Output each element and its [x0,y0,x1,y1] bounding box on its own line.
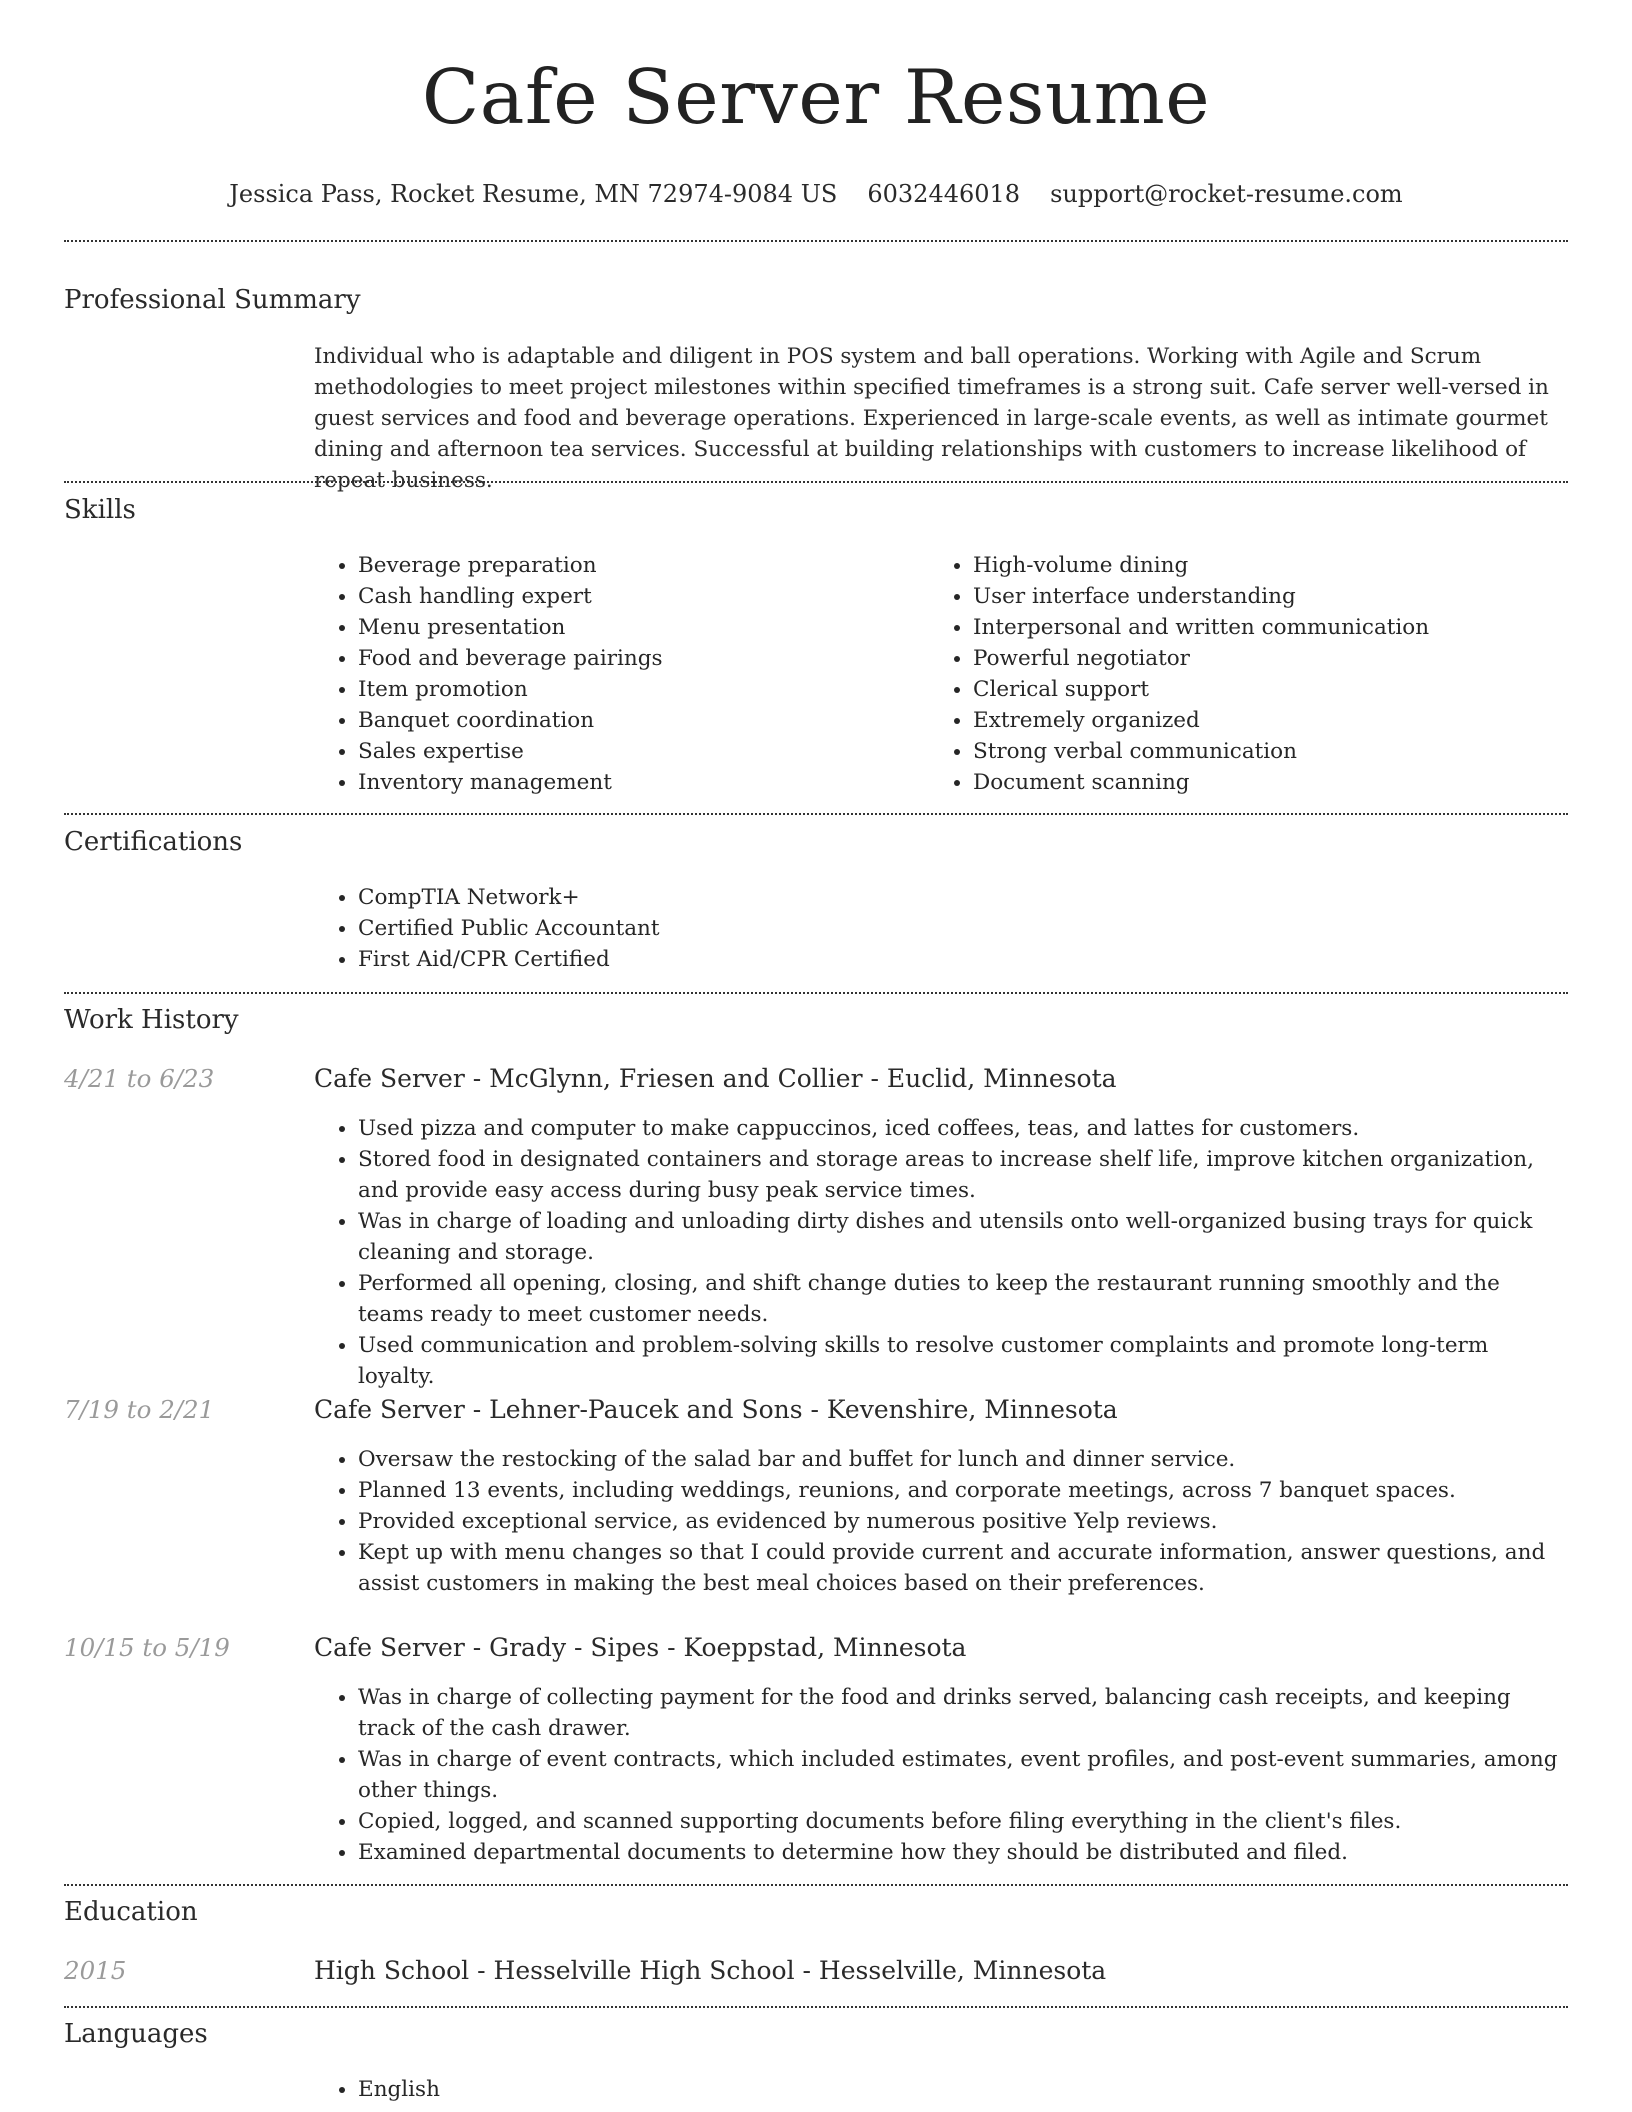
education-heading: Education [64,1897,198,1927]
skills-right-list [929,550,1568,798]
certifications-heading: Certifications [64,827,243,857]
section-divider [64,992,1568,994]
job-title: Cafe Server - Grady - Sipes - Koeppstad, Minnesota [314,1633,967,1662]
contact-address: Jessica Pass, Rocket Resume, MN 72974-9084 US [229,180,838,208]
skill-item: • Banquet coordination [358,705,914,736]
skill-item: • Menu presentation [358,612,914,643]
job-bullet: • Performed all opening, closing, and shift change duties to keep the restaurant running smoothly and the teams ready to meet customer needs. [358,1268,1568,1330]
skill-item: • Strong verbal communication [973,736,1568,767]
job-bullet: • Was in charge of event contracts, which included estimates, event profiles, and post-event summaries, among other things. [358,1744,1568,1806]
job-dates: 7/19 to 2/21 [64,1395,215,1424]
section-divider [64,240,1568,242]
job-bullet: • Used pizza and computer to make cappuccinos, iced coffees, teas, and lattes for customers. [358,1113,1568,1144]
skill-item: • Extremely organized [973,705,1568,736]
summary-heading: Professional Summary [64,285,361,315]
skill-item: • Beverage preparation [358,550,914,581]
job-bullet: • Was in charge of loading and unloading dirty dishes and utensils onto well-organized busing trays for quick cleaning and storage. [358,1206,1568,1268]
certifications-list [314,882,1568,975]
skill-item: • Item promotion [358,674,914,705]
resume-title: Cafe Server Resume [421,53,1211,141]
job-bullet: • Examined departmental documents to determine how they should be distributed and filed. [358,1837,1568,1868]
skills-heading: Skills [64,495,136,525]
resume-page [64,0,1568,2102]
job-bullets [314,1113,1568,1392]
certification-item: • Certified Public Accountant [358,913,1568,944]
work-history-heading: Work History [64,1005,239,1035]
skill-item: • Cash handling expert [358,581,914,612]
education-entry: High School - Hesselville High School - Hesselville, Minnesota [314,1956,1107,1985]
job-bullet: • Provided exceptional service, as evidenced by numerous positive Yelp reviews. [358,1506,1568,1537]
section-divider [64,1884,1568,1886]
languages-heading: Languages [64,2019,208,2049]
certification-item: • First Aid/CPR Certified [358,944,1568,975]
job-bullet: • Planned 13 events, including weddings, reunions, and corporate meetings, across 7 banquet spaces. [358,1475,1568,1506]
job-bullet: • Kept up with menu changes so that I could provide current and accurate information, answer questions, and assist customers in making the best meal choices based on their preferences. [358,1537,1568,1599]
job-bullet: • Oversaw the restocking of the salad bar and buffet for lunch and dinner service. [358,1444,1568,1475]
job-dates: 10/15 to 5/19 [64,1633,230,1662]
job-title: Cafe Server - Lehner-Paucek and Sons - Kevenshire, Minnesota [314,1395,1118,1424]
skill-item: • High-volume dining [973,550,1568,581]
section-divider [64,481,1568,483]
skill-item: • Powerful negotiator [973,643,1568,674]
job-bullet: • Stored food in designated containers and storage areas to increase shelf life, improve kitchen organization, and provide easy access during busy peak service times. [358,1144,1568,1206]
skills-left-list [314,550,914,798]
skill-item: • Interpersonal and written communication [973,612,1568,643]
skill-item: • Food and beverage pairings [358,643,914,674]
job-bullets [314,1444,1568,1599]
certification-item: • CompTIA Network+ [358,882,1568,913]
job-bullet: • Copied, logged, and scanned supporting documents before filing everything in the client's files. [358,1806,1568,1837]
languages-list [314,2074,1568,2105]
contact-phone: 6032446018 [867,180,1021,208]
skill-item: • User interface understanding [973,581,1568,612]
skill-item: • Sales expertise [358,736,914,767]
contact-email: support@rocket-resume.com [1050,180,1403,208]
job-bullets [314,1682,1568,1868]
skill-item: • Inventory management [358,767,914,798]
job-bullet: • Used communication and problem-solving skills to resolve customer complaints and promote long-term loyalty. [358,1330,1568,1392]
job-dates: 4/21 to 6/23 [64,1064,215,1093]
education-year: 2015 [64,1956,127,1985]
language-item: • English [358,2074,1568,2105]
contact-line [64,178,1568,210]
summary-text: Individual who is adaptable and diligent in POS system and ball operations. Working with Agile and Scrum methodologies to meet project milestones within specified timeframes is a strong suit. Cafe server well-versed in guest services and food and beverage operations. Experienced in large-scale events, as well as intimate gourmet dining and afternoon tea services. Successful at building relationships with customers to increase likelihood of repeat business. [314,344,1549,493]
skill-item: • Document scanning [973,767,1568,798]
skill-item: • Clerical support [973,674,1568,705]
job-title: Cafe Server - McGlynn, Friesen and Collier - Euclid, Minnesota [314,1064,1117,1093]
section-divider [64,2006,1568,2008]
job-bullet: • Was in charge of collecting payment for the food and drinks served, balancing cash receipts, and keeping track of the cash drawer. [358,1682,1568,1744]
section-divider [64,813,1568,815]
